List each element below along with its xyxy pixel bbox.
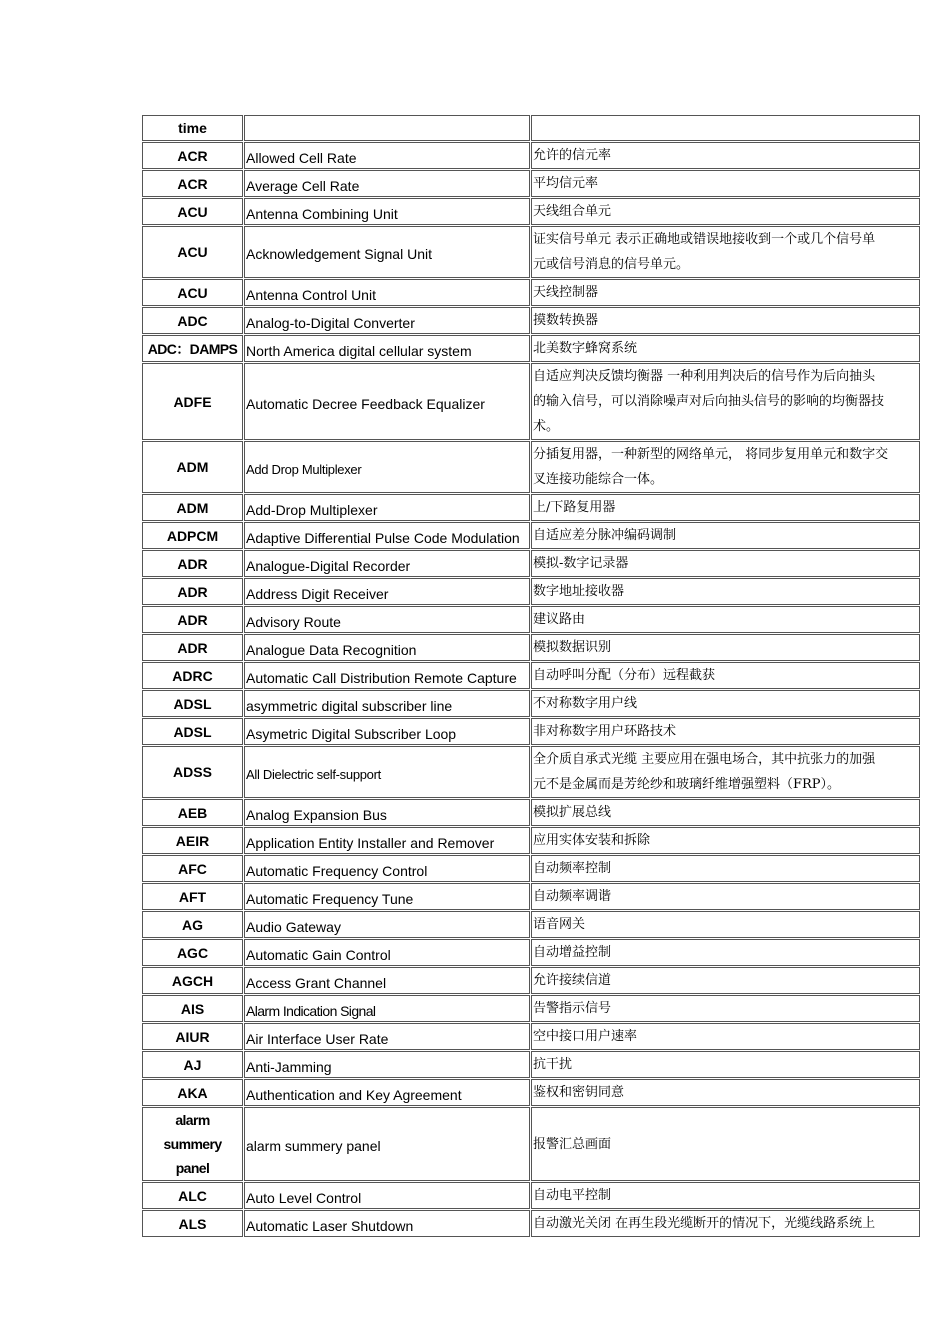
chinese-description-cell [531,911,920,938]
abbreviation-text: ADM [176,499,209,516]
abbreviation-cell [142,1079,243,1106]
table-row [142,606,920,633]
english-term-cell [244,883,530,910]
abbreviation-cell [142,1182,243,1209]
table-row [142,550,920,577]
english-term-text: Add-Drop Multiplexer [246,501,378,518]
chinese-description-cell [531,1051,920,1078]
chinese-description-cell [531,827,920,854]
abbreviation-cell [142,995,243,1022]
abbreviation-cell [142,550,243,577]
abbreviation-cell [142,115,243,141]
table-row [142,855,920,882]
chinese-description-text: 应用实体安装和拆除 [533,833,651,848]
chinese-description-cell [531,1107,920,1181]
abbreviation-text: ADC [177,312,208,329]
table-row [142,995,920,1022]
table-row [142,522,920,549]
abbreviation-cell [142,939,243,966]
english-term-cell [244,441,530,493]
chinese-description-text: 全介质自承式光缆 主要应用在强电场合，其中抗张力的加强 元不是金属而是芳纶纱和玻璃纤维增强塑料（FRP）。 [533,752,876,792]
table-row [142,1079,920,1106]
abbreviation-text: ACU [177,244,208,260]
table-row [142,279,920,306]
english-term-cell [244,1079,530,1106]
english-term-cell [244,1107,530,1181]
table-row [142,718,920,745]
abbreviation-text: alarm summery panel [163,1112,222,1176]
abbreviation-cell [142,198,243,225]
chinese-description-cell [531,855,920,882]
abbreviation-cell [142,827,243,854]
abbreviation-cell [142,634,243,661]
english-term-cell [244,307,530,334]
english-term-text: Audio Gateway [246,918,341,935]
abbreviation-cell [142,967,243,994]
english-term-cell [244,494,530,521]
chinese-description-text: 摸数转换器 [533,313,599,328]
english-term-text: Allowed Cell Rate [246,149,357,166]
abbreviation-cell [142,606,243,633]
english-term-text: Air Interface User Rate [246,1030,389,1047]
english-term-text: Analog Expansion Bus [246,806,387,823]
abbreviation-cell [142,1023,243,1050]
english-term-cell [244,746,530,798]
table-row [142,170,920,197]
english-term-cell [244,799,530,826]
chinese-description-text: 语音网关 [533,917,586,932]
abbreviation-text: ACR [177,175,208,192]
abbreviation-cell [142,911,243,938]
english-term-cell [244,550,530,577]
table-row [142,883,920,910]
table-row [142,198,920,225]
glossary-table-body [142,115,920,1237]
abbreviation-cell [142,1051,243,1078]
chinese-description-text: 空中接口用户速率 [533,1029,638,1044]
english-term-text: Analog-to-Digital Converter [246,314,415,331]
english-term-cell [244,911,530,938]
abbreviation-text: AJ [183,1056,202,1073]
english-term-text: All Dielectric self-support [246,766,381,782]
english-term-text: asymmetric digital subscriber line [246,697,453,714]
english-term-cell [244,170,530,197]
chinese-description-text: 允许的信元率 [533,148,612,163]
chinese-description-text: 告警指示信号 [533,1001,612,1016]
abbreviation-text: AIUR [175,1028,210,1045]
abbreviation-text: ACU [177,203,208,220]
chinese-description-text: 北美数字蜂窝系统 [533,341,638,356]
abbreviation-cell [142,335,243,362]
chinese-description-text: 不对称数字用户线 [533,696,638,711]
english-term-text: Antenna Control Unit [246,286,376,303]
chinese-description-text: 天线控制器 [533,285,599,300]
table-row [142,911,920,938]
english-term-cell [244,718,530,745]
chinese-description-text: 自动频率控制 [533,861,612,876]
english-term-text: Anti-Jamming [246,1058,332,1075]
abbreviation-cell [142,690,243,717]
english-term-text: Address Digit Receiver [246,585,389,602]
abbreviation-cell [142,142,243,169]
abbreviation-text: AFT [178,888,207,905]
abbreviation-text: AGC [176,944,209,961]
english-term-text: Automatic Frequency Control [246,862,428,879]
english-term-cell [244,578,530,605]
table-row [142,690,920,717]
abbreviation-text: AEIR [175,832,210,849]
abbreviation-cell [142,522,243,549]
abbreviation-text: AKA [177,1084,208,1101]
english-term-text: Access Grant Channel [246,974,387,991]
chinese-description-cell [531,718,920,745]
abbreviation-text: ADC：DAMPS [147,340,238,357]
abbreviation-text: AEB [177,804,208,821]
abbreviation-text: ADR [177,639,208,656]
english-term-text: Average Cell Rate [246,177,360,194]
english-term-cell [244,115,530,141]
table-row [142,335,920,362]
table-row [142,967,920,994]
chinese-description-text: 分插复用器，一种新型的网络单元， 将同步复用单元和数字交 叉连接功能综合一体。 [533,447,889,487]
table-row [142,1210,920,1237]
abbreviation-cell [142,718,243,745]
chinese-description-cell [531,307,920,334]
chinese-description-text: 自动呼叫分配（分布）远程截获 [533,668,716,683]
chinese-description-text: 自动频率调谐 [533,889,612,904]
english-term-cell [244,606,530,633]
chinese-description-cell [531,967,920,994]
abbreviation-cell [142,226,243,278]
english-term-text: Add Drop Multiplexer [246,461,362,477]
chinese-description-text: 自适应差分脉冲编码调制 [533,528,677,543]
chinese-description-text: 模拟数据识别 [533,640,612,655]
chinese-description-text: 抗干扰 [533,1057,573,1072]
english-term-cell [244,279,530,306]
table-row [142,1182,920,1209]
abbreviation-cell [142,1210,243,1237]
table-row [142,226,920,278]
chinese-description-cell [531,606,920,633]
table-row [142,827,920,854]
glossary-table [141,114,921,1238]
abbreviation-cell [142,746,243,798]
chinese-description-cell [531,578,920,605]
english-term-text: Asymetric Digital Subscriber Loop [246,725,457,742]
abbreviation-text: ADSL [173,695,212,712]
english-term-cell [244,1051,530,1078]
english-term-cell [244,827,530,854]
chinese-description-cell [531,662,920,689]
abbreviation-text: ADSL [173,723,212,740]
english-term-text: Automatic Frequency Tune [246,890,414,907]
abbreviation-text: ADPCM [166,527,219,544]
chinese-description-cell [531,634,920,661]
chinese-description-cell [531,441,920,493]
chinese-description-cell [531,799,920,826]
abbreviation-text: ACR [177,147,208,164]
english-term-cell [244,690,530,717]
abbreviation-text: ADM [176,459,209,475]
chinese-description-text: 报警汇总画面 [533,1136,612,1152]
english-term-text: Application Entity Installer and Remover [246,834,495,851]
chinese-description-cell [531,746,920,798]
chinese-description-cell [531,1182,920,1209]
abbreviation-text: AFC [178,860,207,877]
chinese-description-text: 数字地址接收器 [533,584,625,599]
english-term-cell [244,142,530,169]
chinese-description-cell [531,363,920,440]
abbreviation-text: AG [182,916,203,933]
english-term-text: Automatic Decree Feedback Equalizer [246,395,485,412]
english-term-cell [244,1182,530,1209]
chinese-description-cell [531,1210,920,1237]
abbreviation-text: time [178,120,207,136]
chinese-description-text: 鉴权和密钥同意 [533,1085,625,1100]
abbreviation-cell [142,662,243,689]
english-term-cell [244,1023,530,1050]
table-row [142,578,920,605]
english-term-cell [244,967,530,994]
table-row [142,939,920,966]
table-row [142,799,920,826]
english-term-text: Adaptive Differential Pulse Code Modulation [246,529,520,546]
chinese-description-cell [531,1079,920,1106]
english-term-text: Acknowledgement Signal Unit [246,246,432,262]
chinese-description-text: 证实信号单元 表示正确地或错误地接收到一个或几个信号单 元或信号消息的信号单元。 [533,232,876,272]
english-term-cell [244,855,530,882]
english-term-text: Automatic Call Distribution Remote Capture [246,669,517,686]
abbreviation-text: ADR [177,555,208,572]
abbreviation-cell [142,799,243,826]
abbreviation-text: ADSS [173,764,212,780]
abbreviation-text: ADFE [173,393,212,410]
table-row [142,634,920,661]
chinese-description-cell [531,883,920,910]
english-term-cell [244,335,530,362]
table-row [142,363,920,440]
abbreviation-text: AGCH [171,972,214,989]
english-term-cell [244,363,530,440]
table-row [142,1051,920,1078]
english-term-cell [244,939,530,966]
abbreviation-cell [142,170,243,197]
abbreviation-text: ADR [177,611,208,628]
english-term-text: Alarm Indication Signal [246,1002,376,1019]
abbreviation-cell [142,279,243,306]
english-term-text: Analogue Data Recognition [246,641,417,658]
chinese-description-cell [531,522,920,549]
chinese-description-cell [531,115,920,141]
chinese-description-text: 自适应判决反馈均衡器 一种利用判决后的信号作为后向抽头 的输入信号，可以消除噪声对后向抽头信号的影响的均衡器技 术。 [533,369,885,434]
abbreviation-text: AIS [180,1000,205,1017]
english-term-text: Advisory Route [246,613,341,630]
chinese-description-cell [531,494,920,521]
english-term-cell [244,662,530,689]
chinese-description-text: 非对称数字用户环路技术 [533,724,677,739]
english-term-text: alarm summery panel [246,1138,381,1154]
chinese-description-text: 模拟扩展总线 [533,805,612,820]
abbreviation-text: ADR [177,583,208,600]
english-term-cell [244,226,530,278]
chinese-description-cell [531,995,920,1022]
english-term-cell [244,995,530,1022]
chinese-description-cell [531,550,920,577]
abbreviation-text: ADRC [172,667,213,684]
english-term-text: Auto Level Control [246,1189,362,1206]
english-term-text: North America digital cellular system [246,342,472,359]
english-term-text: Automatic Laser Shutdown [246,1217,414,1234]
table-row [142,115,920,141]
table-row [142,307,920,334]
chinese-description-text: 允许接续信道 [533,973,612,988]
chinese-description-cell [531,690,920,717]
chinese-description-cell [531,1023,920,1050]
chinese-description-cell [531,170,920,197]
chinese-description-text: 自动增益控制 [533,945,612,960]
chinese-description-text: 模拟-数字记录器 [533,556,629,571]
table-row [142,1107,920,1181]
chinese-description-cell [531,939,920,966]
chinese-description-text: 平均信元率 [533,176,599,191]
chinese-description-cell [531,226,920,278]
chinese-description-cell [531,335,920,362]
abbreviation-cell [142,578,243,605]
chinese-description-text: 上/下路复用器 [533,500,616,515]
english-term-text: Antenna Combining Unit [246,205,398,222]
chinese-description-cell [531,198,920,225]
chinese-description-cell [531,142,920,169]
abbreviation-cell [142,363,243,440]
chinese-description-cell [531,279,920,306]
abbreviation-cell [142,883,243,910]
table-row [142,1023,920,1050]
english-term-text: Automatic Gain Control [246,946,391,963]
table-row [142,494,920,521]
abbreviation-cell [142,855,243,882]
table-row [142,746,920,798]
table-row [142,142,920,169]
table-row [142,662,920,689]
table-row [142,441,920,493]
english-term-cell [244,198,530,225]
chinese-description-text: 建议路由 [533,612,586,627]
abbreviation-cell [142,1107,243,1181]
english-term-cell [244,1210,530,1237]
english-term-cell [244,522,530,549]
english-term-text: Authentication and Key Agreement [246,1086,462,1103]
english-term-text: Analogue-Digital Recorder [246,557,411,574]
chinese-description-text: 自动激光关闭 在再生段光缆断开的情况下，光缆线路系统上 [533,1216,876,1231]
chinese-description-text: 天线组合单元 [533,204,612,219]
abbreviation-cell [142,494,243,521]
abbreviation-text: ALC [178,1187,207,1204]
abbreviation-cell [142,441,243,493]
english-term-cell [244,634,530,661]
abbreviation-text: ALS [178,1215,207,1232]
chinese-description-text: 自动电平控制 [533,1188,612,1203]
abbreviation-text: ACU [177,284,208,301]
abbreviation-cell [142,307,243,334]
